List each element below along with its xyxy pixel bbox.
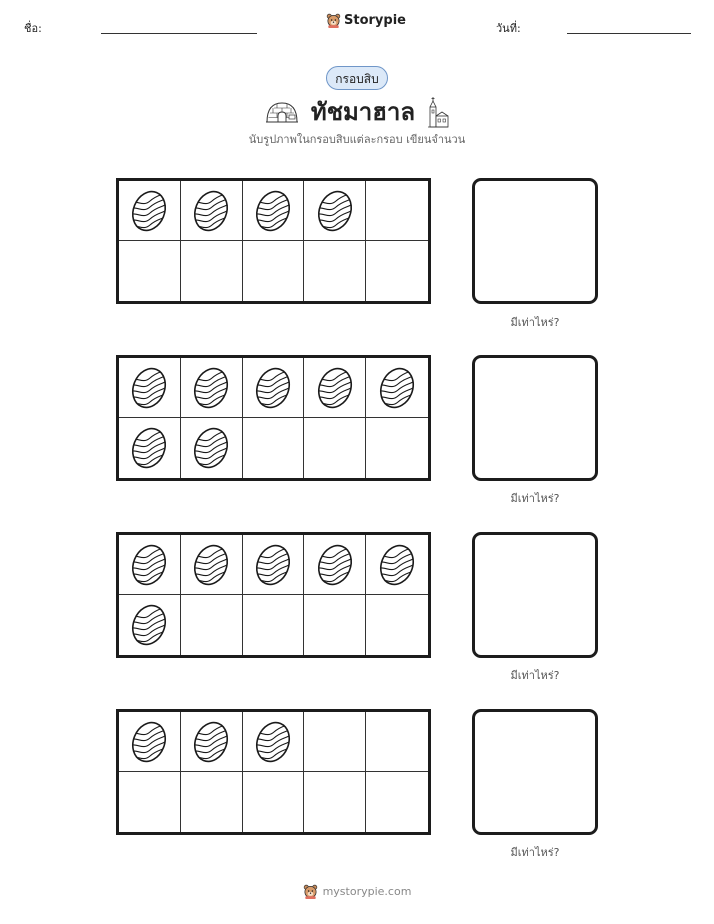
- striped-egg-icon: [130, 602, 168, 648]
- answer-box[interactable]: [472, 355, 598, 481]
- ten-frame-cell: [304, 181, 366, 241]
- ten-frame-cell: [119, 181, 181, 241]
- ten-frame-cell: [243, 712, 305, 772]
- ten-frame-cell: [181, 712, 243, 772]
- ten-frame-cell: [366, 418, 428, 478]
- ten-frame-cell: [304, 712, 366, 772]
- ten-frame-cell: [181, 772, 243, 832]
- ten-frame-cell: [119, 418, 181, 478]
- ten-frame-cell: [366, 772, 428, 832]
- date-label: วันที่:: [496, 22, 521, 35]
- ten-frame-cell: [243, 595, 305, 655]
- answer-box[interactable]: [472, 532, 598, 658]
- topic-badge: กรอบสิบ: [326, 66, 388, 90]
- bear-mascot-icon: [303, 884, 318, 899]
- ten-frame-cell: [304, 772, 366, 832]
- ten-frame-cell: [366, 241, 428, 301]
- question-label: มีเท่าไหร่?: [510, 492, 560, 505]
- ten-frame: [116, 355, 431, 481]
- answer-box[interactable]: [472, 178, 598, 304]
- ten-frame-cell: [243, 241, 305, 301]
- ten-frame-cell: [243, 535, 305, 595]
- title-row: [0, 92, 714, 131]
- brand-name: Storypie: [344, 13, 406, 28]
- ten-frame-cell: [304, 595, 366, 655]
- ten-frame: [116, 178, 431, 304]
- ten-frame-cell: [366, 181, 428, 241]
- brand-logo: [326, 13, 406, 28]
- ten-frame-cell: [181, 181, 243, 241]
- striped-egg-icon: [254, 719, 292, 765]
- ten-frame-cell: [181, 418, 243, 478]
- ten-frame-cell: [119, 712, 181, 772]
- ten-frame-cell: [181, 535, 243, 595]
- church-icon: [427, 96, 449, 128]
- igloo-icon: [265, 100, 299, 124]
- striped-egg-icon: [130, 425, 168, 471]
- striped-egg-icon: [254, 365, 292, 411]
- striped-egg-icon: [130, 542, 168, 588]
- striped-egg-icon: [130, 719, 168, 765]
- ten-frame-cell: [243, 358, 305, 418]
- question-label: มีเท่าไหร่?: [510, 316, 560, 329]
- answer-box[interactable]: [472, 709, 598, 835]
- ten-frame-cell: [304, 241, 366, 301]
- ten-frame-cell: [366, 712, 428, 772]
- striped-egg-icon: [378, 542, 416, 588]
- striped-egg-icon: [192, 719, 230, 765]
- ten-frame-cell: [304, 418, 366, 478]
- striped-egg-icon: [130, 365, 168, 411]
- ten-frame-cell: [243, 181, 305, 241]
- page-title: ทัชมาฮาล: [310, 98, 416, 126]
- bear-mascot-icon: [326, 13, 341, 28]
- ten-frame-cell: [119, 241, 181, 301]
- ten-frame-cell: [243, 418, 305, 478]
- ten-frame-cell: [366, 358, 428, 418]
- ten-frame-cell: [243, 772, 305, 832]
- footer-url[interactable]: mystorypie.com: [322, 885, 412, 898]
- footer: [0, 884, 714, 899]
- date-line[interactable]: [567, 33, 691, 34]
- question-label: มีเท่าไหร่?: [510, 846, 560, 859]
- ten-frame: [116, 709, 431, 835]
- name-line[interactable]: [101, 33, 257, 34]
- striped-egg-icon: [316, 542, 354, 588]
- ten-frame: [116, 532, 431, 658]
- ten-frame-cell: [366, 535, 428, 595]
- striped-egg-icon: [316, 188, 354, 234]
- striped-egg-icon: [254, 188, 292, 234]
- ten-frame-cell: [181, 241, 243, 301]
- instructions-text: นับรูปภาพในกรอบสิบแต่ละกรอบ เขียนจำนวน: [248, 133, 466, 146]
- striped-egg-icon: [192, 425, 230, 471]
- ten-frame-cell: [181, 358, 243, 418]
- ten-frame-cell: [304, 358, 366, 418]
- name-label: ชื่อ:: [24, 22, 42, 35]
- striped-egg-icon: [130, 188, 168, 234]
- ten-frame-cell: [119, 535, 181, 595]
- striped-egg-icon: [192, 365, 230, 411]
- ten-frame-cell: [181, 595, 243, 655]
- striped-egg-icon: [192, 542, 230, 588]
- ten-frame-cell: [119, 358, 181, 418]
- question-label: มีเท่าไหร่?: [510, 669, 560, 682]
- striped-egg-icon: [192, 188, 230, 234]
- striped-egg-icon: [254, 542, 292, 588]
- ten-frame-cell: [119, 772, 181, 832]
- ten-frame-cell: [366, 595, 428, 655]
- ten-frame-cell: [119, 595, 181, 655]
- striped-egg-icon: [316, 365, 354, 411]
- ten-frame-cell: [304, 535, 366, 595]
- striped-egg-icon: [378, 365, 416, 411]
